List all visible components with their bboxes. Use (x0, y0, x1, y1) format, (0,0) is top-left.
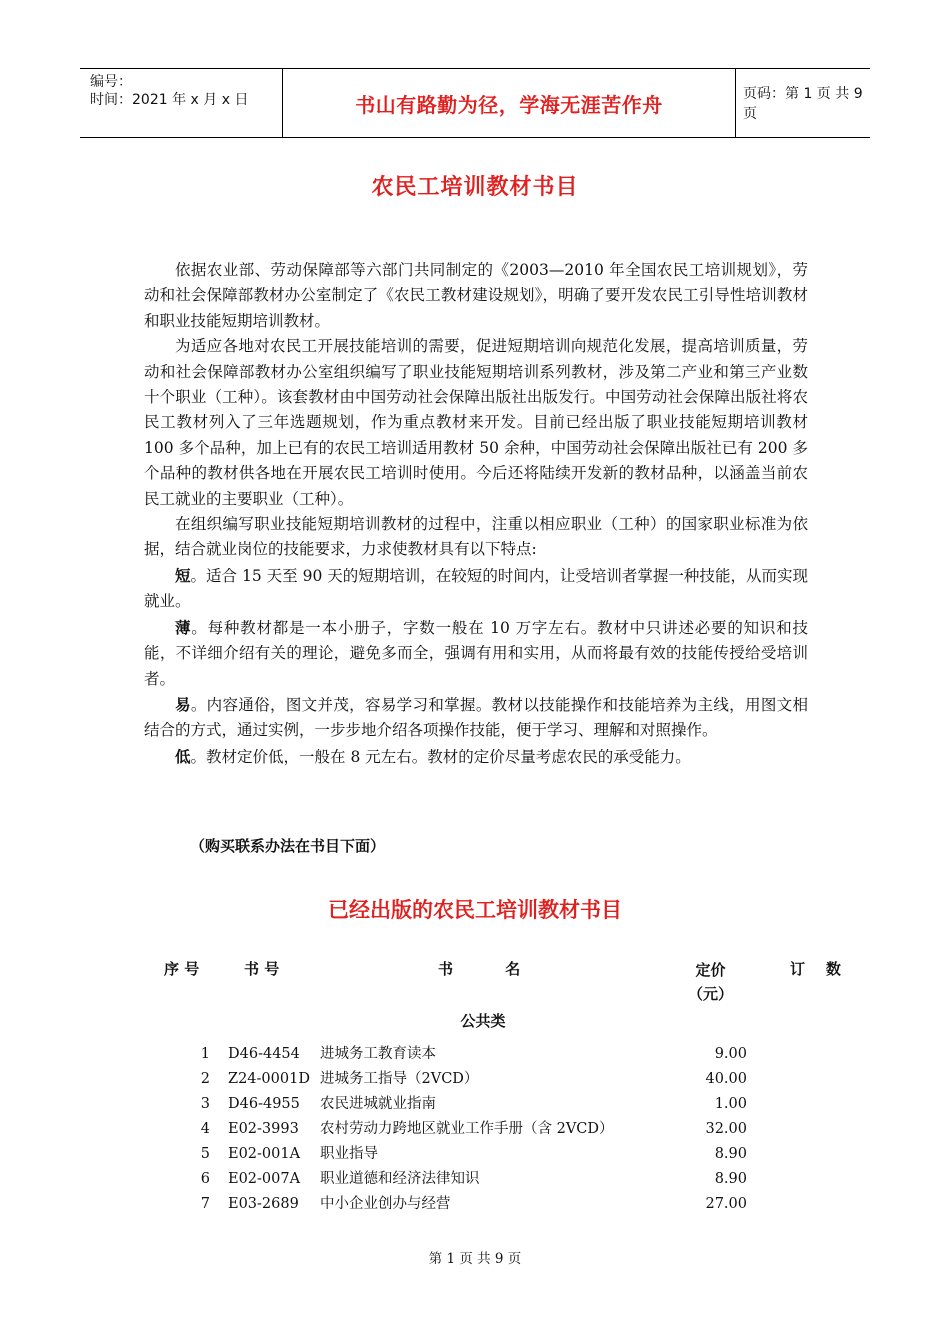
row-price: 8.90 (714, 1171, 747, 1187)
row-price: 32.00 (705, 1121, 747, 1137)
row-name: 中小企业创办与经营 (320, 1196, 451, 1212)
feature-short-key: 短 (175, 565, 191, 585)
feature-low-key: 低 (175, 746, 191, 766)
row-name: 农民进城就业指南 (320, 1096, 436, 1112)
table-row (0, 1042, 950, 1067)
row-book-no: D46-4955 (228, 1096, 300, 1112)
header-motto: 书山有路勤为径，学海无涯苦作舟 (282, 69, 736, 137)
header-meta (80, 69, 282, 137)
row-book-no: E03-2689 (228, 1196, 299, 1212)
row-book-no: E02-3993 (228, 1121, 299, 1137)
row-price: 27.00 (705, 1196, 747, 1212)
row-price: 1.00 (714, 1096, 747, 1112)
table-row (0, 1117, 950, 1142)
catalog-table (0, 1042, 950, 1217)
table-row (0, 1067, 950, 1092)
feature-easy-text: 。内容通俗，图文并茂，容易学习和掌握。教材以技能操作和技能培养为主线，用图文相结合的方式，通过实例，一步步地介绍各项操作技能，便于学习、理解和对照操作。 (144, 695, 808, 740)
row-price: 9.00 (714, 1046, 747, 1062)
feature-thin (144, 615, 808, 692)
row-name: 职业指导 (320, 1146, 378, 1162)
feature-low-text: 。教材定价低，一般在 8 元左右。教材的定价尽量考虑农民的承受能力。 (190, 747, 691, 766)
feature-thin-key: 薄 (175, 617, 192, 637)
row-seq: 4 (200, 1121, 210, 1137)
col-header-book-no: 书 号 (244, 960, 280, 978)
time-label: 时间：2021 年 x 月 x 日 (90, 92, 249, 108)
feature-easy (144, 692, 808, 744)
feature-thin-text: 。每种教材都是一本小册子，字数一般在 10 万字左右。教材中只讲述必要的知识和技能，不详细介绍有关的理论，避免多而全，强调有用和实用，从而将最有效的技能传授给受培训者。 (144, 618, 808, 688)
col-header-price (688, 958, 733, 1006)
row-seq: 3 (200, 1096, 210, 1112)
row-book-no: Z24-0001D (228, 1071, 310, 1087)
page-footer: 第 1 页 共 9 页 (428, 1251, 522, 1267)
table-row (0, 1192, 950, 1217)
document-title: 农民工培训教材书目 (371, 175, 579, 200)
col-header-seq: 序 号 (164, 960, 200, 978)
row-name: 职业道德和经济法律知识 (320, 1171, 480, 1187)
row-price: 8.90 (714, 1146, 747, 1162)
page-header (80, 68, 870, 138)
col-header-price-label: 定价 (695, 961, 726, 979)
row-name: 进城务工教育读本 (320, 1046, 436, 1062)
paragraph-1: 依据农业部、劳动保障部等六部门共同制定的《2003—2010 年全国农民工培训规划》，劳动和社会保障部教材办公室制定了《农民工教材建设规划》，明确了要开发农民工引导性培训教材和职业技能短期培训教材。 (144, 261, 808, 330)
col-header-price-unit: （元） (688, 985, 734, 1003)
buy-note: （购买联系办法在书目下面） (190, 837, 386, 855)
feature-short-text: 。适合 15 天至 90 天的短期培训，在较短的时间内，让受培训者掌握一种技能，从而实现就业。 (144, 566, 808, 611)
paragraph-2: 为适应各地对农民工开展技能培训的需要，促进短期培训向规范化发展，提高培训质量，劳动和社会保障部教材办公室组织编写了职业技能短期培训系列教材，涉及第二产业和第三产业数十个职业（工种）。该套教材由中国劳动社会保障出版社出版发行。中国劳动社会保障出版社将农民工教材列入了三年选题规划，作为重点教材来开发。目前已经出版了职业技能短期培训教材 100 多个品种，加上已有的农民工培训适用教材 50 余种，中国劳动社会保障出版社已有 200 多个品种的教材供各地在开展农民工培训时使用。今后还将陆续开发新的教材品种，以涵盖当前农民工就业的主要职业（工种）。 (144, 337, 808, 508)
row-price: 40.00 (705, 1071, 747, 1087)
table-row (0, 1092, 950, 1117)
header-page-info: 页码：第 1 页 共 9 页 (743, 86, 863, 122)
paragraph-3: 在组织编写职业技能短期培训教材的过程中，注重以相应职业（工种）的国家职业标准为依据，结合就业岗位的技能要求，力求使教材具有以下特点: (144, 515, 808, 559)
intro-body (144, 258, 808, 770)
table-row (0, 1142, 950, 1167)
row-name: 农村劳动力跨地区就业工作手册（含 2VCD） (320, 1121, 614, 1137)
row-seq: 5 (200, 1146, 210, 1162)
row-book-no: D46-4454 (228, 1046, 300, 1062)
table-row (0, 1167, 950, 1192)
number-label: 编号： (90, 74, 132, 90)
col-header-order: 订 数 (790, 960, 841, 978)
feature-easy-key: 易 (175, 694, 191, 714)
col-header-name: 书 名 (438, 960, 521, 978)
feature-low (144, 744, 808, 770)
row-seq: 1 (200, 1046, 210, 1062)
row-seq: 2 (200, 1071, 210, 1087)
catalog-title: 已经出版的农民工培训教材书目 (328, 898, 622, 922)
row-book-no: E02-001A (228, 1146, 301, 1162)
feature-short (144, 563, 808, 615)
row-book-no: E02-007A (228, 1171, 301, 1187)
row-seq: 6 (200, 1171, 210, 1187)
row-name: 进城务工指导（2VCD） (320, 1071, 479, 1087)
row-seq: 7 (200, 1196, 210, 1212)
category-label: 公共类 (460, 1012, 506, 1030)
